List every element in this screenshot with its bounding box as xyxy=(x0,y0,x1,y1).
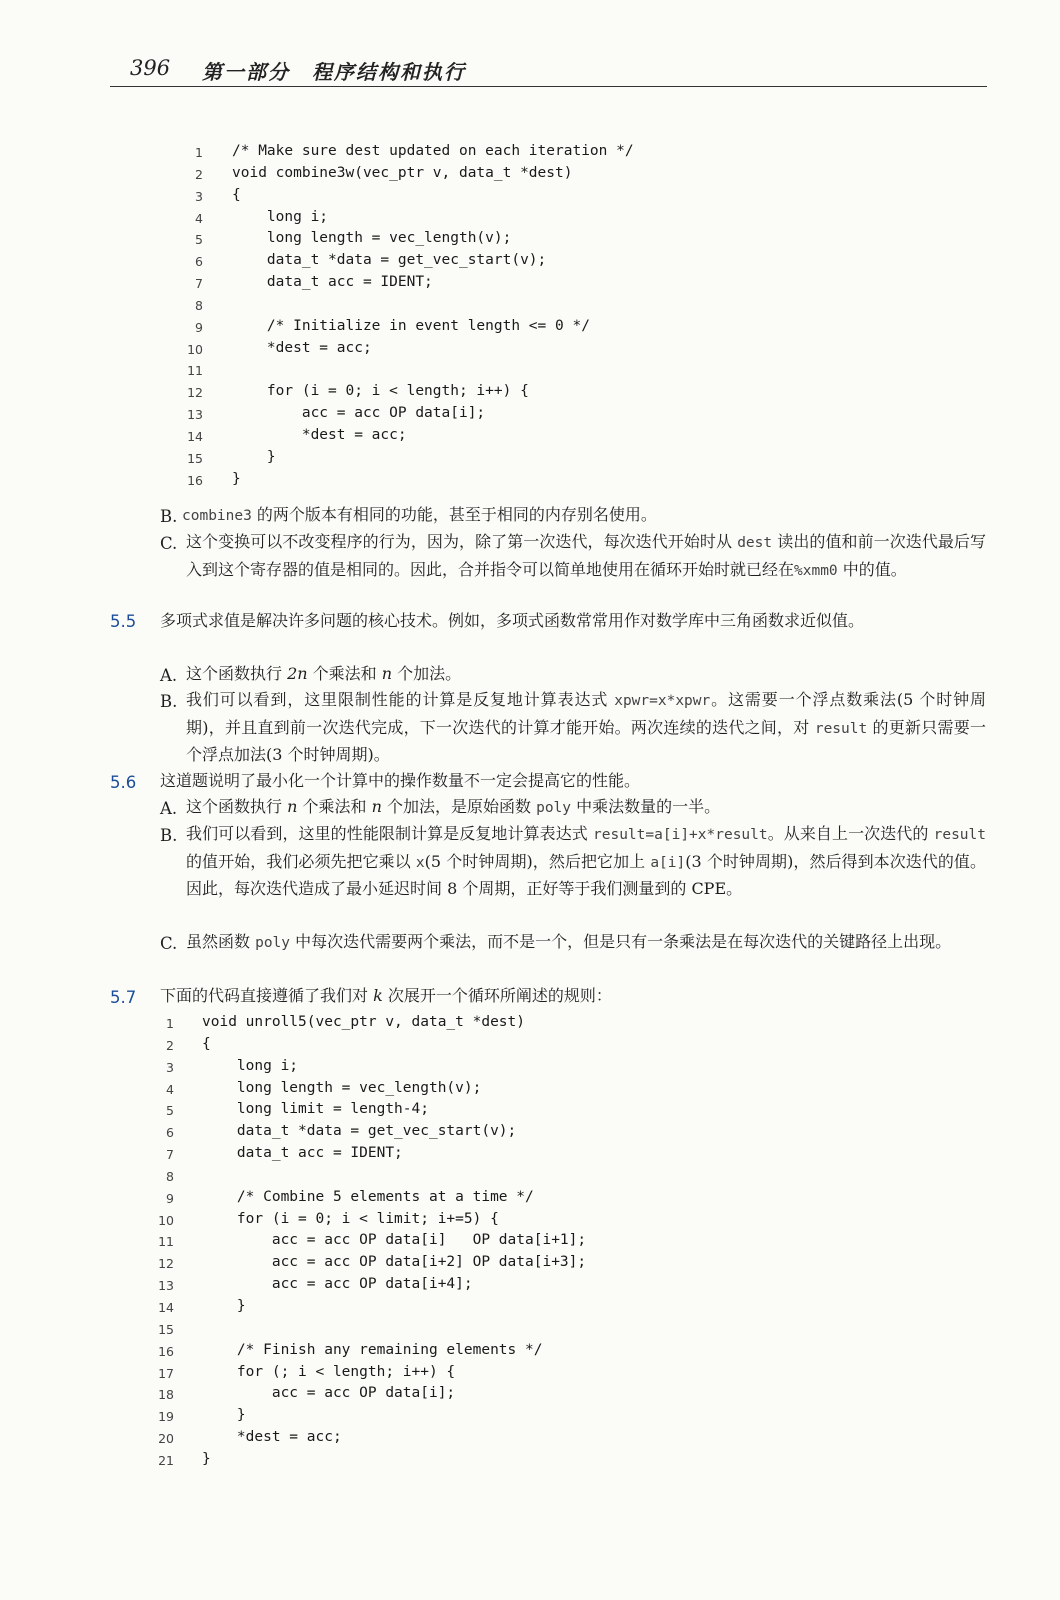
code-line xyxy=(0,1058,1060,1080)
s56-b-text: 我们可以看到，这里的性能限制计算是反复地计算表达式 result=a[i]+x*result。从来自上一次迭代的 result 的值开始，我们必须先把它乘以 x(5 个时钟周期)，然后把它加上 a[i](3 个时钟周期)，然后得到本次迭代的值。因此，每次迭代造成了最小延迟时间 8 个周期，正好等于我们测量到的 CPE。 xyxy=(186,824,986,898)
line-number: 5 xyxy=(166,1103,174,1119)
line-number: 9 xyxy=(166,1190,174,1206)
line-number: 11 xyxy=(187,363,203,379)
code-line xyxy=(0,471,1060,493)
code-line xyxy=(0,296,1060,318)
code-text: data_t acc = IDENT; xyxy=(232,274,433,291)
code-text: void unroll5(vec_ptr v, data_t *dest) xyxy=(202,1014,526,1030)
answer-b-text: combine3 的两个版本有相同的功能，甚至于相同的内存别名使用。 xyxy=(182,505,657,524)
s56-c-label: C. xyxy=(160,934,178,953)
line-number: 5 xyxy=(195,232,203,248)
answer-c-text: 这个变换可以不改变程序的行为，因为，除了第一次迭代，每次迭代开始时从 dest 读出的值和前一次迭代最后写入到这个寄存器的值是相同的。因此，合并指令可以简单地使用在循环开始时就已经在%xmm0 中的值。 xyxy=(186,532,986,579)
line-number: 9 xyxy=(195,319,203,335)
line-number: 10 xyxy=(187,341,203,357)
code-line xyxy=(0,1385,1060,1407)
solution-5-5-intro: 多项式求值是解决许多问题的核心技术。例如，多项式函数常常用作对数学库中三角函数求近似值。 xyxy=(160,611,865,630)
line-number: 14 xyxy=(158,1299,174,1315)
line-number: 13 xyxy=(187,407,203,423)
code-text: } xyxy=(232,448,276,465)
line-number: 1 xyxy=(166,1016,174,1031)
line-number: 2 xyxy=(195,166,203,182)
code-line xyxy=(0,1014,1060,1036)
line-number: 2 xyxy=(166,1037,174,1053)
answer-c-label: C. xyxy=(160,534,178,553)
line-number: 3 xyxy=(195,188,203,204)
code-text: void combine3w(vec_ptr v, data_t *dest) xyxy=(232,164,573,181)
line-number: 18 xyxy=(158,1387,174,1403)
code-line xyxy=(0,1080,1060,1102)
line-number: 8 xyxy=(195,297,203,313)
code-text: *dest = acc; xyxy=(202,1429,342,1446)
line-number: 16 xyxy=(158,1343,174,1359)
line-number: 16 xyxy=(187,472,203,488)
code-text: *dest = acc; xyxy=(232,426,407,443)
code-text: data_t *data = get_vec_start(v); xyxy=(202,1123,517,1140)
code-line xyxy=(0,1342,1060,1364)
code-line xyxy=(0,230,1060,252)
code-text: acc = acc OP data[i+2] OP data[i+3]; xyxy=(202,1254,587,1271)
code-text: } xyxy=(232,470,241,487)
line-number: 11 xyxy=(158,1234,174,1250)
code-listing-combine3w xyxy=(0,143,1060,493)
code-listing-unroll5 xyxy=(0,1014,1060,1473)
code-text: data_t acc = IDENT; xyxy=(202,1145,403,1162)
s56-a-text: 这个函数执行 n 个乘法和 n 个加法，是原始函数 poly 中乘法数量的一半。 xyxy=(186,797,721,816)
line-number: 6 xyxy=(195,254,203,270)
code-line xyxy=(0,427,1060,449)
line-number: 3 xyxy=(166,1059,174,1075)
code-line xyxy=(0,1429,1060,1451)
code-text: acc = acc OP data[i]; xyxy=(202,1385,456,1402)
line-number: 12 xyxy=(187,385,203,401)
code-text: long i; xyxy=(202,1057,299,1074)
code-line xyxy=(0,1232,1060,1254)
code-line xyxy=(0,187,1060,209)
code-line xyxy=(0,318,1060,340)
code-line xyxy=(0,1189,1060,1211)
code-line xyxy=(0,274,1060,296)
code-text: /* Initialize in event length <= 0 */ xyxy=(232,317,590,334)
code-line xyxy=(0,1451,1060,1473)
code-line xyxy=(0,361,1060,383)
code-line xyxy=(0,1407,1060,1429)
s55-a-label: A. xyxy=(160,666,178,685)
code-text: /* Finish any remaining elements */ xyxy=(202,1341,543,1358)
page-number: 396 xyxy=(130,56,171,80)
code-line xyxy=(0,165,1060,187)
code-line xyxy=(0,340,1060,362)
code-text: } xyxy=(202,1407,246,1424)
code-text: long i; xyxy=(232,208,329,225)
code-text: data_t *data = get_vec_start(v); xyxy=(232,252,547,269)
line-number: 19 xyxy=(158,1409,174,1425)
s56-b-label: B. xyxy=(160,826,178,845)
line-number: 17 xyxy=(158,1365,174,1381)
code-text: long limit = length-4; xyxy=(202,1101,429,1118)
line-number: 4 xyxy=(195,210,203,226)
page-header-title: 第一部分 程序结构和执行 xyxy=(202,60,466,84)
line-number: 7 xyxy=(166,1147,174,1163)
code-text: long length = vec_length(v); xyxy=(202,1079,482,1096)
solution-number-5-7: 5.7 xyxy=(110,988,137,1007)
s55-b-text: 我们可以看到，这里限制性能的计算是反复地计算表达式 xpwr=x*xpwr。这需要一个浮点数乘法(5 个时钟周期)，并且直到前一次迭代完成，下一次迭代的计算才能开始。两次连续的迭代之间，对 result 的更新只需要一个浮点加法(3 个时钟周期)。 xyxy=(186,690,986,764)
code-text: for (i = 0; i < limit; i+=5) { xyxy=(202,1210,499,1227)
code-line xyxy=(0,449,1060,471)
code-line xyxy=(0,1123,1060,1145)
page-header xyxy=(110,56,987,87)
code-line xyxy=(0,1145,1060,1167)
line-number: 15 xyxy=(158,1321,174,1337)
code-line xyxy=(0,1036,1060,1058)
line-number: 20 xyxy=(158,1431,174,1447)
code-line xyxy=(0,1101,1060,1123)
code-text: acc = acc OP data[i] OP data[i+1]; xyxy=(202,1232,587,1249)
s56-c-text: 虽然函数 poly 中每次迭代需要两个乘法，而不是一个，但是只有一条乘法是在每次迭代的关键路径上出现。 xyxy=(186,932,952,951)
line-number: 4 xyxy=(166,1081,174,1097)
code-line xyxy=(0,1320,1060,1342)
code-text: long length = vec_length(v); xyxy=(232,230,512,247)
code-line xyxy=(0,143,1060,165)
line-number: 15 xyxy=(187,450,203,466)
code-text: acc = acc OP data[i+4]; xyxy=(202,1276,473,1293)
code-text: for (i = 0; i < length; i++) { xyxy=(232,383,529,400)
code-line xyxy=(0,1276,1060,1298)
line-number: 6 xyxy=(166,1125,174,1141)
code-text: } xyxy=(202,1450,211,1467)
answer-b-label: B. xyxy=(160,507,178,526)
line-number: 8 xyxy=(166,1168,174,1184)
code-line xyxy=(0,252,1060,274)
line-number: 14 xyxy=(187,428,203,444)
code-text: /* Combine 5 elements at a time */ xyxy=(202,1188,534,1205)
solution-number-5-5: 5.5 xyxy=(110,612,137,631)
code-text: acc = acc OP data[i]; xyxy=(232,405,486,422)
code-text: } xyxy=(202,1297,246,1314)
code-line xyxy=(0,1167,1060,1189)
code-text: for (; i < length; i++) { xyxy=(202,1363,456,1380)
code-text: /* Make sure dest updated on each iteration */ xyxy=(232,143,634,159)
code-line xyxy=(0,405,1060,427)
line-number: 10 xyxy=(158,1212,174,1228)
line-number: 7 xyxy=(195,276,203,292)
s56-a-label: A. xyxy=(160,799,178,818)
code-text: { xyxy=(232,186,241,203)
line-number: 13 xyxy=(158,1278,174,1294)
line-number: 21 xyxy=(158,1452,174,1468)
code-line xyxy=(0,1211,1060,1233)
line-number: 12 xyxy=(158,1256,174,1272)
code-text: *dest = acc; xyxy=(232,339,372,356)
code-line xyxy=(0,383,1060,405)
s55-a-text: 这个函数执行 2n 个乘法和 n 个加法。 xyxy=(186,664,462,683)
solution-number-5-6: 5.6 xyxy=(110,773,137,792)
code-line xyxy=(0,209,1060,231)
s55-b-label: B. xyxy=(160,692,178,711)
code-line xyxy=(0,1254,1060,1276)
solution-5-6-intro: 这道题说明了最小化一个计算中的操作数量不一定会提高它的性能。 xyxy=(160,771,641,790)
code-text: { xyxy=(202,1035,211,1052)
code-line xyxy=(0,1364,1060,1386)
solution-5-7-intro: 下面的代码直接遵循了我们对 k 次展开一个循环所阐述的规则： xyxy=(160,986,612,1005)
code-line xyxy=(0,1298,1060,1320)
line-number: 1 xyxy=(195,145,203,160)
